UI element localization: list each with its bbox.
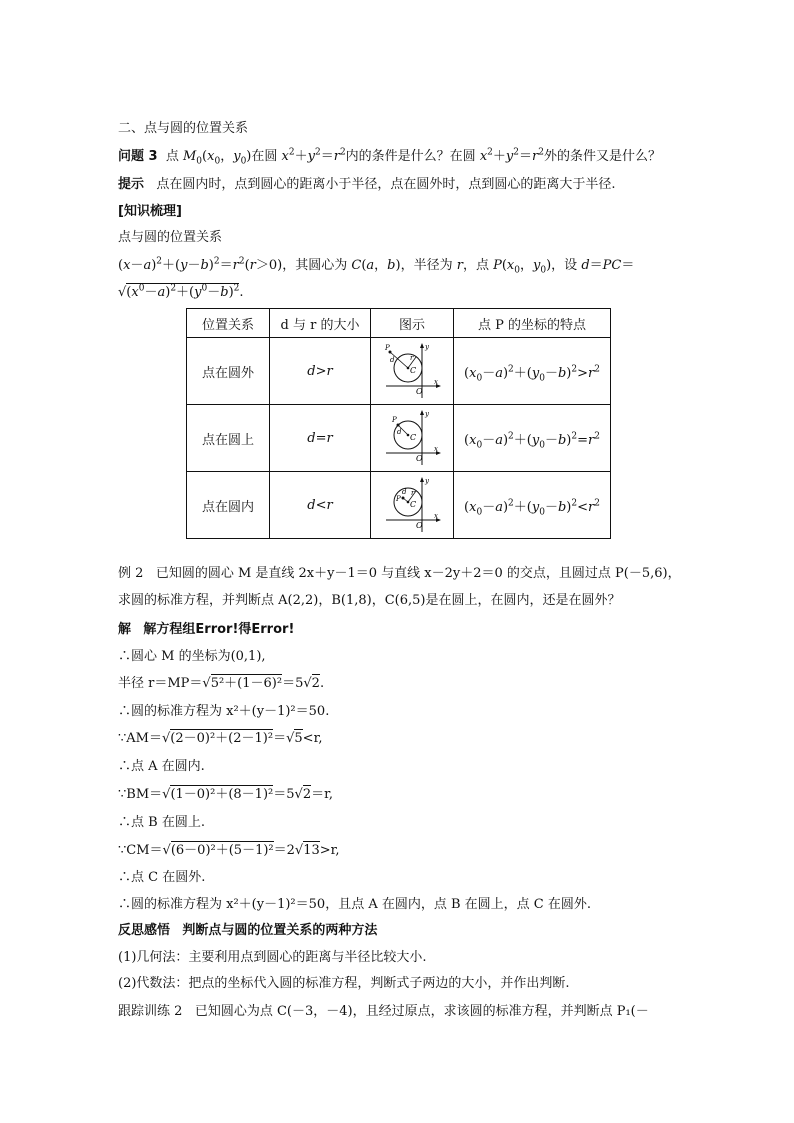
solution-line-6: ∴点 A 在圆内. xyxy=(118,759,205,774)
svg-text:r: r xyxy=(410,354,414,362)
header-relation: 位置关系 xyxy=(187,309,270,338)
compare-cell xyxy=(270,338,371,405)
svg-text:r: r xyxy=(411,489,415,497)
position-table xyxy=(186,308,611,539)
practice-text: 已知圆心为点 C(－3，－4)，且经过原点，求该圆的标准方程，并判断点 P₁(－ xyxy=(194,1004,649,1019)
relation-cell: 点在圆内 xyxy=(187,472,270,539)
header-coordinates: 点 P 的坐标的特点 xyxy=(454,309,611,338)
formula-text: ，半径为 xyxy=(400,258,457,273)
q3-text: )在圆 xyxy=(246,149,282,164)
svg-text:d: d xyxy=(397,428,402,436)
compare-cell xyxy=(270,472,371,539)
header-figure: 图示 xyxy=(371,309,454,338)
solution-label: 解 xyxy=(118,622,132,637)
header-compare: d 与 r 的大小 xyxy=(270,309,371,338)
outside-point-figure xyxy=(382,342,442,400)
reflection-label: 反思感悟 xyxy=(118,923,171,938)
reflection-heading xyxy=(118,922,377,940)
coordinate-cell: $(x_0-a)^2+(y_0-b)^2=r^2$ xyxy=(454,405,611,472)
reflection-item-2: (2)代数法：把点的坐标代入圆的标准方程，判断式子两边的大小，并作出判断. xyxy=(118,976,570,991)
svg-text:P: P xyxy=(392,416,397,424)
figure-cell xyxy=(371,338,454,405)
svg-text:C: C xyxy=(410,500,417,509)
sign: > xyxy=(577,365,589,381)
section-heading: 二、点与圆的位置关系 xyxy=(118,121,249,136)
radicand: (1－0)²＋(8－1)² xyxy=(170,787,274,802)
on-circle-figure xyxy=(382,409,442,467)
solution-line-5: ∵AM＝√(2－0)²＋(2－1)²＝√5<r, xyxy=(118,731,323,746)
practice-2 xyxy=(118,1003,649,1021)
solution-text: ∵BM＝ xyxy=(118,787,163,802)
solution-text: ＝5 xyxy=(273,787,295,802)
radicand: 5²＋(1－6)² xyxy=(210,676,283,691)
svg-text:x: x xyxy=(434,445,438,453)
svg-text:y: y xyxy=(425,410,429,418)
reflection-title: 判断点与圆的位置关系的两种方法 xyxy=(182,923,378,938)
hint xyxy=(118,176,616,194)
example-text: 已知圆的圆心 M 是直线 2x＋y－1＝0 与直线 x－2y＋2＝0 的交点，且圆过点 P(－5,6)， xyxy=(155,566,681,581)
question-label: 问题 3 xyxy=(118,149,158,164)
svg-text:C: C xyxy=(410,366,417,375)
formula-text: ，点 xyxy=(462,258,494,273)
sign: < xyxy=(577,499,589,515)
relation-cell: 点在圆上 xyxy=(187,405,270,472)
solution-line-3: 半径 r＝MP＝√5²＋(1－6)²＝5√2. xyxy=(118,676,325,691)
solution-line-10: ∴点 C 在圆外. xyxy=(118,870,206,885)
compare-value: d=r xyxy=(307,430,333,446)
solution-text: 解方程组Error!得Error! xyxy=(143,622,295,637)
solution-line-8: ∴点 B 在圆上. xyxy=(118,815,205,830)
inside-point-figure xyxy=(382,476,442,534)
solution-line-2: ∴圆心 M 的坐标为(0,1), xyxy=(118,649,266,664)
solution-line-11: ∴圆的标准方程为 x²＋(y－1)²＝50，且点 A 在圆内，点 B 在圆上，点 C 在圆外. xyxy=(118,897,592,912)
svg-text:y: y xyxy=(425,343,429,351)
svg-text:O: O xyxy=(416,387,423,396)
solution-text: ＝ xyxy=(273,731,287,746)
hint-label: 提示 xyxy=(118,177,145,192)
svg-text:O: O xyxy=(416,454,423,463)
svg-text:P: P xyxy=(396,495,401,503)
svg-text:x: x xyxy=(434,378,438,386)
knowledge-subtitle: 点与圆的位置关系 xyxy=(118,230,223,245)
q3-text: ( xyxy=(202,149,208,164)
radicand: 2 xyxy=(302,787,312,802)
table-row xyxy=(187,472,611,539)
sign: = xyxy=(577,432,589,448)
solution-line-1 xyxy=(118,621,294,639)
table-row xyxy=(187,405,611,472)
radicand: 5 xyxy=(294,731,303,746)
solution-text: ＝2 xyxy=(273,843,295,858)
q3-text: ， xyxy=(220,149,234,164)
example-2-line-1 xyxy=(118,565,681,583)
q3-text: 点 xyxy=(165,149,183,164)
solution-text: 半径 r＝MP＝ xyxy=(118,676,203,691)
formula-text: ，设 xyxy=(551,258,582,273)
solution-line-9: ∵CM＝√(6－0)²＋(5－1)²＝2√13>r, xyxy=(118,843,340,858)
formula-text: ，其圆心为 xyxy=(282,258,352,273)
svg-text:P: P xyxy=(385,344,390,352)
practice-label: 跟踪训练 2 xyxy=(118,1004,183,1019)
q3-point: M xyxy=(182,149,197,164)
hint-text: 点在圆内时，点到圆心的距离小于半径，点在圆外时，点到圆心的距离大于半径. xyxy=(156,177,616,192)
compare-cell xyxy=(270,405,371,472)
q3-text: 内的条件是什么？在圆 xyxy=(345,149,480,164)
solution-text: ∵CM＝ xyxy=(118,843,163,858)
reflection-item-1: (1)几何法：主要利用点到圆心的距离与半径比较大小. xyxy=(118,950,427,965)
svg-text:x: x xyxy=(434,512,438,520)
coordinate-cell: $(x_0-a)^2+(y_0-b)^2<r^2$ xyxy=(454,472,611,539)
svg-text:C: C xyxy=(410,433,417,442)
radicand: (2－0)²＋(2－1)² xyxy=(170,731,274,746)
solution-text: ＝r, xyxy=(311,787,334,802)
coordinate-cell: $(x_0-a)^2+(y_0-b)^2>r^2$ xyxy=(454,338,611,405)
solution-line-7: ∵BM＝√(1－0)²＋(8－1)²＝5√2＝r, xyxy=(118,787,334,802)
knowledge-label: [知识梳理] xyxy=(118,204,182,219)
compare-value: d<r xyxy=(307,497,333,513)
solution-text: <r, xyxy=(302,731,323,746)
radicand: 2 xyxy=(311,676,320,691)
radicand: 13 xyxy=(303,843,320,858)
example-label: 例 2 xyxy=(118,566,144,581)
table-row xyxy=(187,338,611,405)
solution-text: ∵AM＝ xyxy=(118,731,162,746)
relation-cell: 点在圆外 xyxy=(187,338,270,405)
question-3: 问题 3 点 $M_0(x_0$，$y_0$)在圆 $x^2+y^2=r^2$内的条件是什么？在圆 $x^2+y^2=r^2$外的条件又是什么？ xyxy=(118,147,661,167)
svg-text:d: d xyxy=(402,488,407,496)
q3-text: 外的条件又是什么？ xyxy=(543,149,661,164)
compare-value: d>r xyxy=(307,363,333,379)
svg-text:O: O xyxy=(416,521,423,530)
example-2-line-2: 求圆的标准方程，并判断点 A(2,2)，B(1,8)，C(6,5)是在圆上，在圆内，还是在圆外？ xyxy=(118,593,621,608)
solution-text: ＝5 xyxy=(282,676,304,691)
distance-formula: $√(x^0-a)^2+(y^0-b)^2$. xyxy=(118,283,244,300)
solution-text: >r, xyxy=(319,843,340,858)
svg-text:d: d xyxy=(390,356,395,364)
solution-line-4: ∴圆的标准方程为 x²＋(y－1)²＝50. xyxy=(118,704,330,719)
figure-cell xyxy=(371,472,454,539)
radicand: (6－0)²＋(5－1)² xyxy=(170,843,274,858)
standard-equation-line: $(x-a)^2+(y-b)^2=r^2(r>0)$，其圆心为 C(a，b)，半径为 r，点 $P(x_0$，$y_0$)，设 d＝PC＝ xyxy=(118,256,635,276)
svg-text:y: y xyxy=(425,477,429,485)
figure-cell xyxy=(371,405,454,472)
table-header-row xyxy=(187,309,611,338)
